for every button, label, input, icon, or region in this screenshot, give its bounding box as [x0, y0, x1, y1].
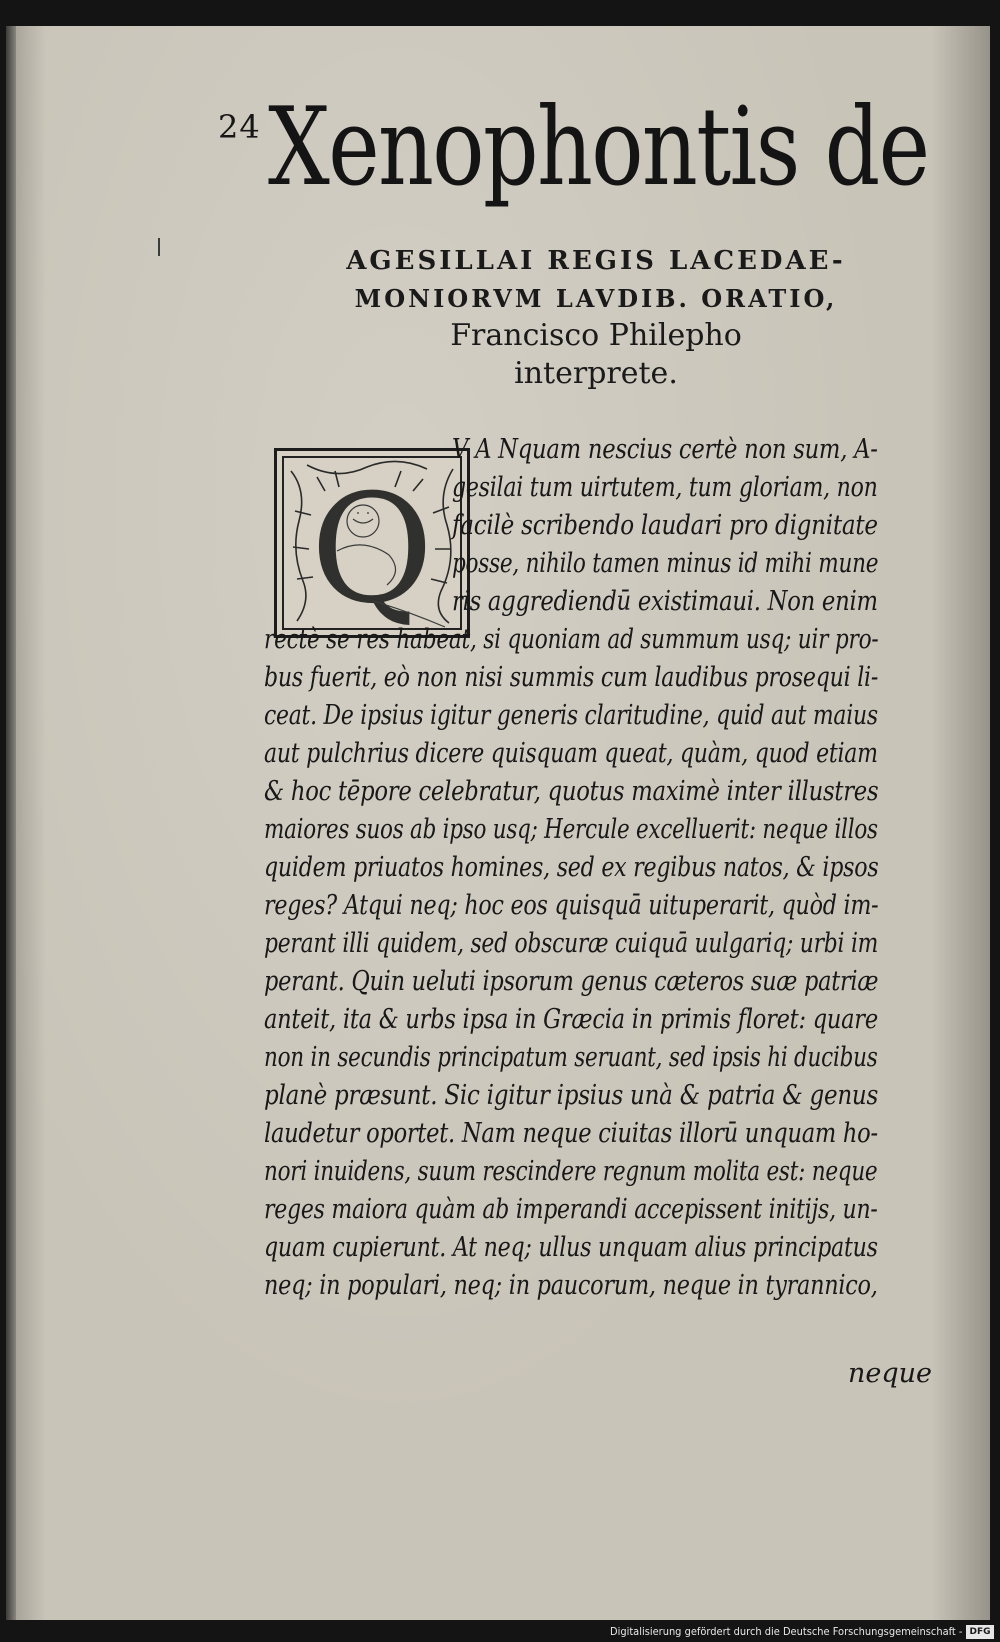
book-page [6, 26, 990, 1620]
page-number: 24 [218, 108, 261, 146]
text-line-20: nori inuidens, suum rescindere regnum molita est: neque [264, 1156, 878, 1187]
subtitle-line-2: MONIORVM LAVDIB. ORATIO, [354, 284, 838, 313]
digitization-credit: Digitalisierung gefördert durch die Deutsche Forschungsgemeinschaft - [610, 1625, 963, 1638]
woodcut-initial-icon [277, 451, 467, 635]
text-line-21: reges maiora quàm ab imperandi accepissent initijs, un- [264, 1194, 878, 1225]
text-line-13: reges? Atqui neq; hoc eos quisquā uituperarit, quòd im- [264, 890, 879, 921]
dfg-logo: DFG [966, 1625, 994, 1639]
text-line-9: aut pulchrius dicere quisquam queat, quàm, quod etiam [264, 738, 878, 769]
text-line-12: quidem priuatos homines, sed ex regibus natos, & ipsos [264, 852, 879, 883]
text-line-5: ris aggrediendū existimaui. Non enim [452, 586, 878, 617]
text-line-2: gesilai tum uirtutem, tum gloriam, non [452, 472, 878, 503]
catchword: neque [848, 1358, 933, 1389]
ink-mark [158, 238, 160, 256]
text-line-17: non in secundis principatum seruant, sed ipsis hi ducibus [264, 1042, 878, 1073]
text-line-8: ceat. De ipsius igitur generis claritudine, quid aut maius [264, 700, 878, 731]
text-line-18: planè præsunt. Sic igitur ipsius unà & patria & genus [264, 1080, 879, 1111]
text-line-11: maiores suos ab ipso usq; Hercule excelluerit: neque illos [264, 814, 878, 845]
text-line-1: V A Nquam nescius certè non sum, A- [452, 434, 878, 465]
text-line-22: quam cupierunt. At neq; ullus unquam alius principatus [264, 1232, 878, 1263]
initial-letter: Q [310, 463, 434, 635]
text-line-4: posse, nihilo tamen minus id mihi mune [452, 548, 879, 579]
subtitle-line-1: AGESILLAI REGIS LACEDAE- [346, 246, 846, 276]
text-line-23: neq; in populari, neq; in paucorum, neque in tyrannico, [264, 1270, 878, 1301]
text-line-10: & hoc tēpore celebratur, quotus maximè inter illustres [264, 776, 879, 807]
page-title: Xenophontis de [268, 85, 929, 210]
subtitle-translator: Francisco Philepho [450, 318, 742, 353]
text-line-3: facilè scribendo laudari pro dignitate [452, 510, 878, 541]
text-line-15: perant. Quin ueluti ipsorum genus cæteros suæ patriæ [264, 966, 879, 997]
text-line-16: anteit, ita & urbs ipsa in Græcia in primis floret: quare [264, 1004, 878, 1035]
text-line-19: laudetur oportet. Nam neque ciuitas illorū unquam ho- [264, 1118, 878, 1149]
text-line-7: bus fuerit, eò non nisi summis cum laudibus prosequi li- [264, 662, 879, 693]
subtitle-interprete: interprete. [514, 356, 678, 391]
text-line-14: perant illi quidem, sed obscuræ cuiquā uulgariq; urbi im [264, 928, 879, 959]
page-gutter [6, 26, 16, 1620]
text-line-6: rectè se res habeat, si quoniam ad summum usq; uir pro- [264, 624, 879, 655]
decorated-initial-q [274, 448, 470, 638]
